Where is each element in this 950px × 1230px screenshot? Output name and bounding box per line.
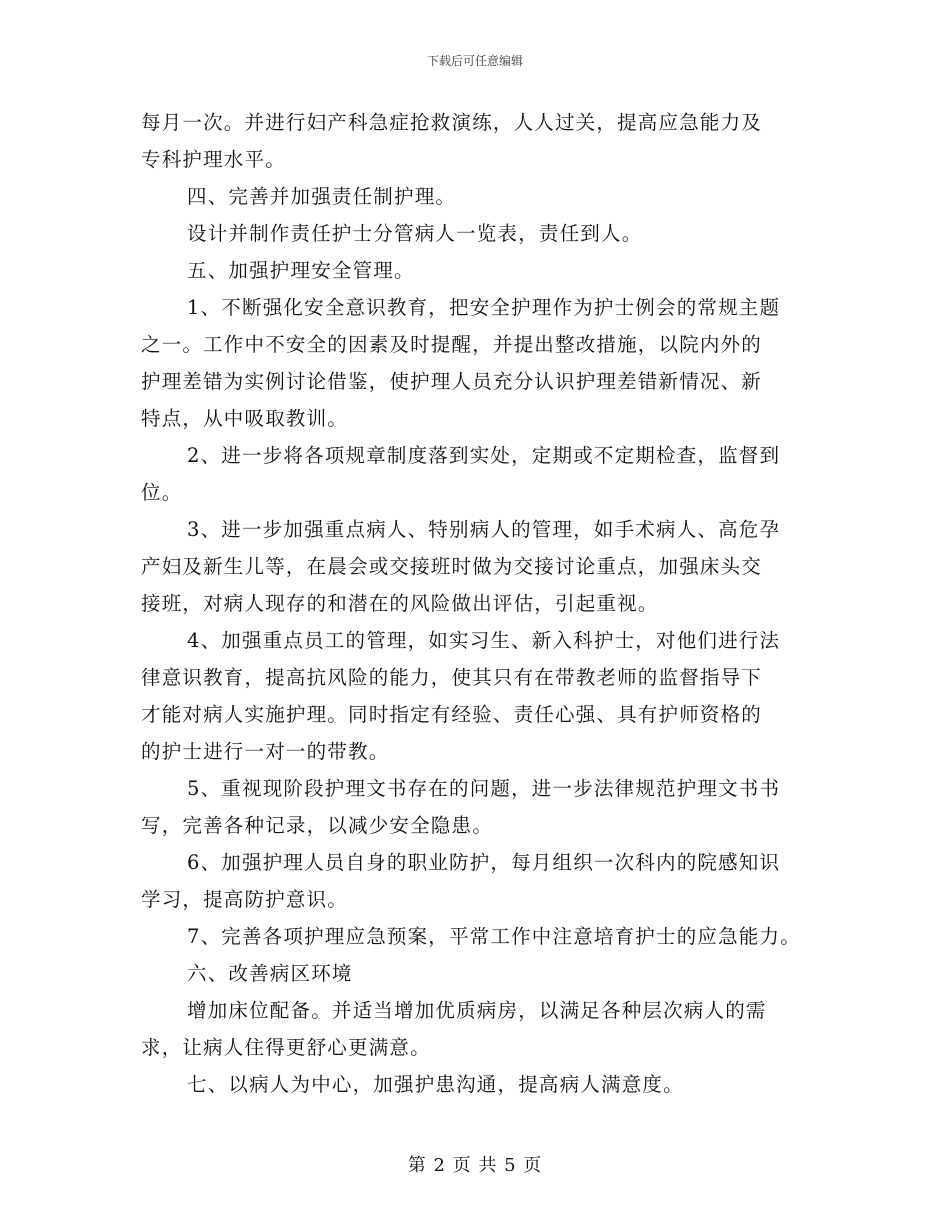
text-line: 接班，对病人现存的和潜在的风险做出评估，引起重视。 (141, 592, 659, 615)
text-line: 求，让病人住得更舒心更满意。 (141, 1036, 431, 1059)
section-heading: 四、完善并加强责任制护理。 (187, 185, 457, 208)
text-line: 每月一次。并进行妇产科急症抢救演练，人人过关，提高应急能力及 (141, 111, 763, 134)
section-heading: 七、以病人为中心，加强护患沟通，提高病人满意度。 (187, 1073, 684, 1096)
text-line: 位。 (141, 481, 183, 504)
text-line: 3、进一步加强重点病人、特别病人的管理，如手术病人、高危孕 (187, 518, 781, 541)
text-line: 增加床位配备。并适当增加优质病房，以满足各种层次病人的需 (187, 999, 767, 1022)
page-number: 第 2 页 共 5 页 (407, 1155, 543, 1176)
text-line: 的护士进行一对一的带教。 (141, 740, 390, 763)
text-line: 5、重视现阶段护理文书存在的问题，进一步法律规范护理文书书 (187, 777, 781, 800)
text-line: 专科护理水平。 (141, 148, 286, 171)
section-heading: 五、加强护理安全管理。 (187, 259, 415, 282)
text-line: 律意识教育，提高抗风险的能力，使其只有在带教老师的监督指导下 (141, 666, 763, 689)
text-line: 4、加强重点员工的管理，如实习生、新入科护士，对他们进行法 (187, 629, 781, 652)
text-line: 之一。工作中不安全的因素及时提醒，并提出整改措施，以院内外的 (141, 333, 763, 356)
text-line: 2、进一步将各项规章制度落到实处，定期或不定期检查，监督到 (187, 444, 781, 467)
text-line: 写，完善各种记录，以减少安全隐患。 (141, 814, 493, 837)
text-line: 产妇及新生儿等，在晨会或交接班时做为交接讨论重点，加强床头交 (141, 555, 763, 578)
text-line: 护理差错为实例讨论借鉴，使护理人员充分认识护理差错新情况、新 (141, 370, 763, 393)
text-line: 学习，提高防护意识。 (141, 888, 349, 911)
text-line: 设计并制作责任护士分管病人一览表，责任到人。 (187, 222, 643, 245)
section-heading: 六、改善病区环境 (187, 962, 353, 985)
text-line: 才能对病人实施护理。同时指定有经验、责任心强、具有护师资格的 (141, 703, 763, 726)
document-body (141, 104, 821, 1103)
text-line: 1、不断强化安全意识教育，把安全护理作为护士例会的常规主题 (187, 296, 781, 319)
text-line: 特点，从中吸取教训。 (141, 407, 349, 430)
text-line: 7、完善各项护理应急预案，平常工作中注意培育护士的应急能力。 (187, 925, 801, 948)
text-line: 6、加强护理人员自身的职业防护，每月组织一次科内的院感知识 (187, 851, 781, 874)
page-header: 下载后可任意编辑 (426, 54, 523, 68)
